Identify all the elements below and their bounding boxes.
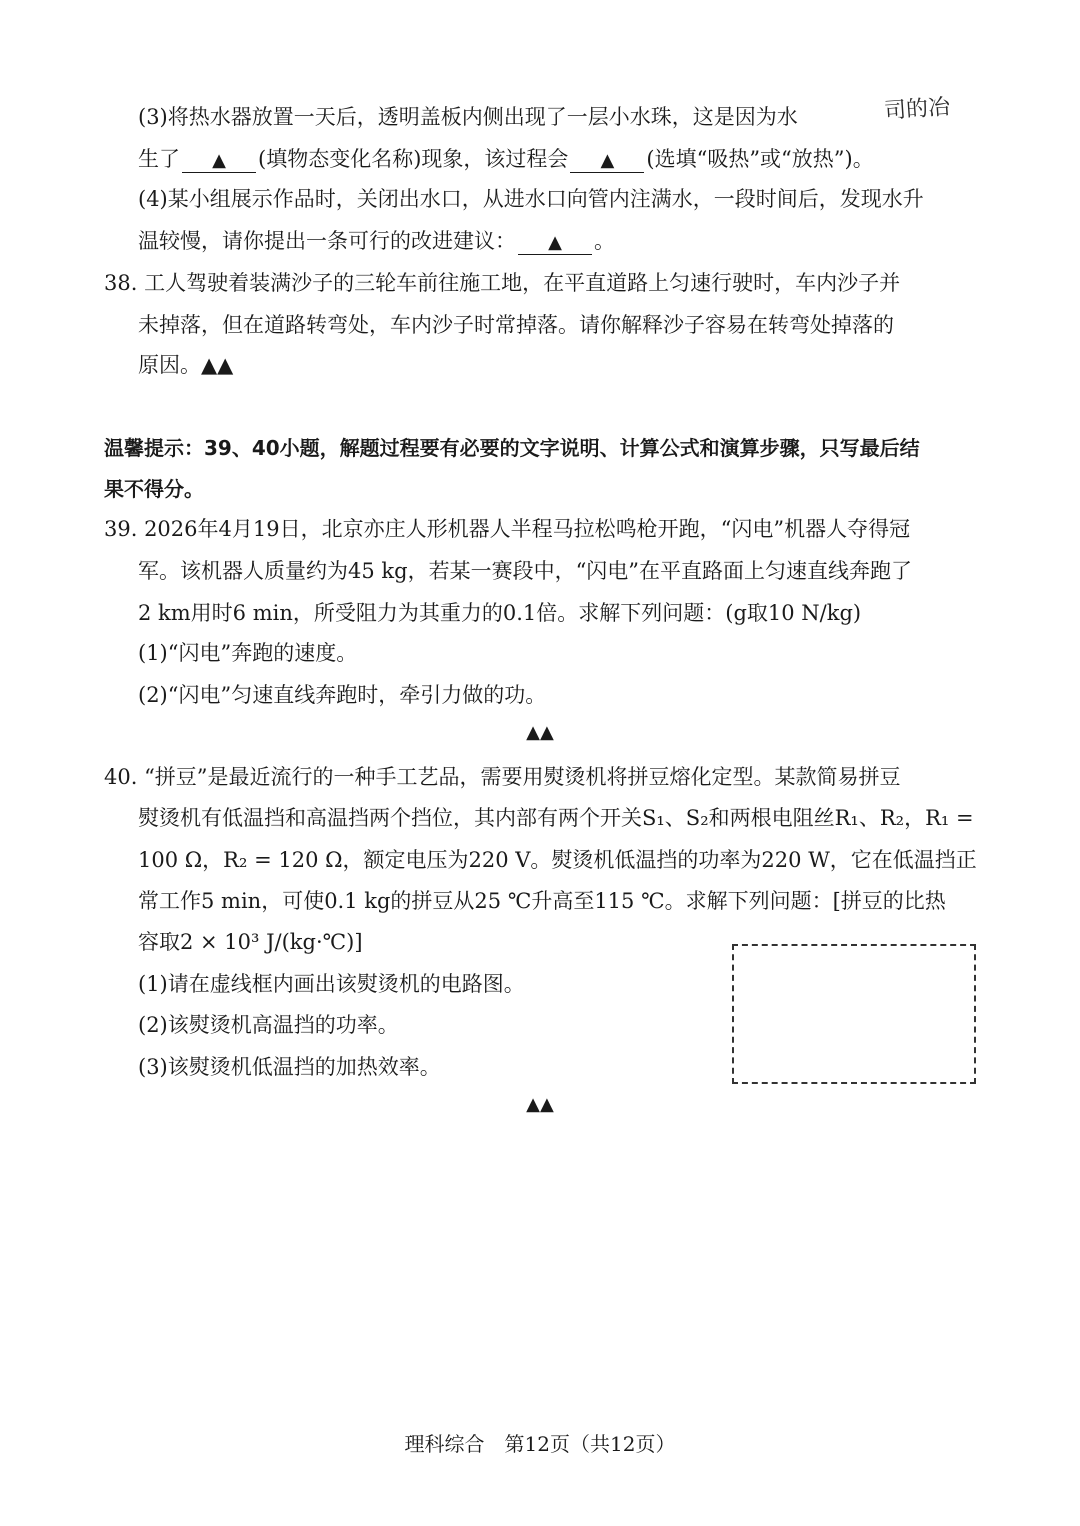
q40-answer-mark: ▲▲ [526,1094,554,1115]
q38-line1: 38. 工人驾驶着装满沙子的三轮车前往施工地，在平直道路上匀速行驶时，车内沙子并 [104,271,901,295]
q39-line1: 39. 2026年4月19日，北京亦庄人形机器人半程马拉松鸣枪开跑，“闪电”机器人夺得冠 [104,517,911,541]
q40-line5: 容取2 × 10³ J/(kg·℃)] [138,930,363,954]
q37-part3-text: (3)将热水器放置一天后，透明盖板内侧出现了一层小水珠，这是因为水 [138,105,798,129]
q37-part4-line1 [138,184,924,214]
answer-blank: ▲ [518,232,592,255]
tip-line1: 温馨提示：39、40小题，解题过程要有必要的文字说明、计算公式和演算步骤，只写最后结 [104,436,920,460]
tip-line2: 果不得分。 [104,477,204,501]
circuit-drawing-box [732,944,976,1084]
q40-line2: 熨烫机有低温挡和高温挡两个挡位，其内部有两个开关S₁、S₂和两根电阻丝R₁、R₂，R₁ = [138,806,974,830]
q39-sub2: (2)“闪电”匀速直线奔跑时，牵引力做的功。 [138,683,547,707]
q37-part3-line2 [138,144,874,174]
q37-part3-line1 [138,102,798,132]
q39-sub1: (1)“闪电”奔跑的速度。 [138,641,358,665]
q40-line3: 100 Ω，R₂ = 120 Ω，额定电压为220 V。熨烫机低温挡的功率为220 W，它在低温挡正 [138,848,977,872]
q37-part3-text-b: (填物态变化名称)现象，该过程会 [258,147,569,171]
q40-line1: 40. “拼豆”是最近流行的一种手工艺品，需要用熨烫机将拼豆熔化定型。某款简易拼豆 [104,765,901,789]
page-footer: 理科综合 第12页（共12页） [404,1432,676,1456]
q37-part4-text-b: 。 [594,229,615,253]
q40-sub1: (1)请在虚线框内画出该熨烫机的电路图。 [138,972,525,996]
q38-line2: 未掉落，但在道路转弯处，车内沙子时常掉落。请你解释沙子容易在转弯处掉落的 [138,313,894,337]
q40-line4: 常工作5 min，可使0.1 kg的拼豆从25 ℃升高至115 ℃。求解下列问题：[拼豆的比热 [138,889,946,913]
q39-line3: 2 km用时6 min，所受阻力为其重力的0.1倍。求解下列问题：(g取10 N/kg) [138,601,862,625]
q37-part4-line2 [138,226,615,256]
q39-line2: 军。该机器人质量约为45 kg，若某一赛段中，“闪电”在平直路面上匀速直线奔跑了 [138,559,913,583]
answer-blank: ▲ [570,150,644,173]
q37-part4-text-a: 温较慢，请你提出一条可行的改进建议： [138,229,516,253]
q38-line3: 原因。▲▲ [138,353,234,377]
q37-part3-text-a: 生了 [138,147,180,171]
q39-answer-mark: ▲▲ [526,722,554,743]
handwritten-note: 司的冶 [883,94,951,125]
q37-part4-text: (4)某小组展示作品时，关闭出水口，从进水口向管内注满水，一段时间后，发现水升 [138,187,924,211]
q40-sub2: (2)该熨烫机高温挡的功率。 [138,1013,399,1037]
q37-part3-text-c: (选填“吸热”或“放热”)。 [646,147,874,171]
q40-sub3: (3)该熨烫机低温挡的加热效率。 [138,1055,441,1079]
answer-blank: ▲ [182,150,256,173]
